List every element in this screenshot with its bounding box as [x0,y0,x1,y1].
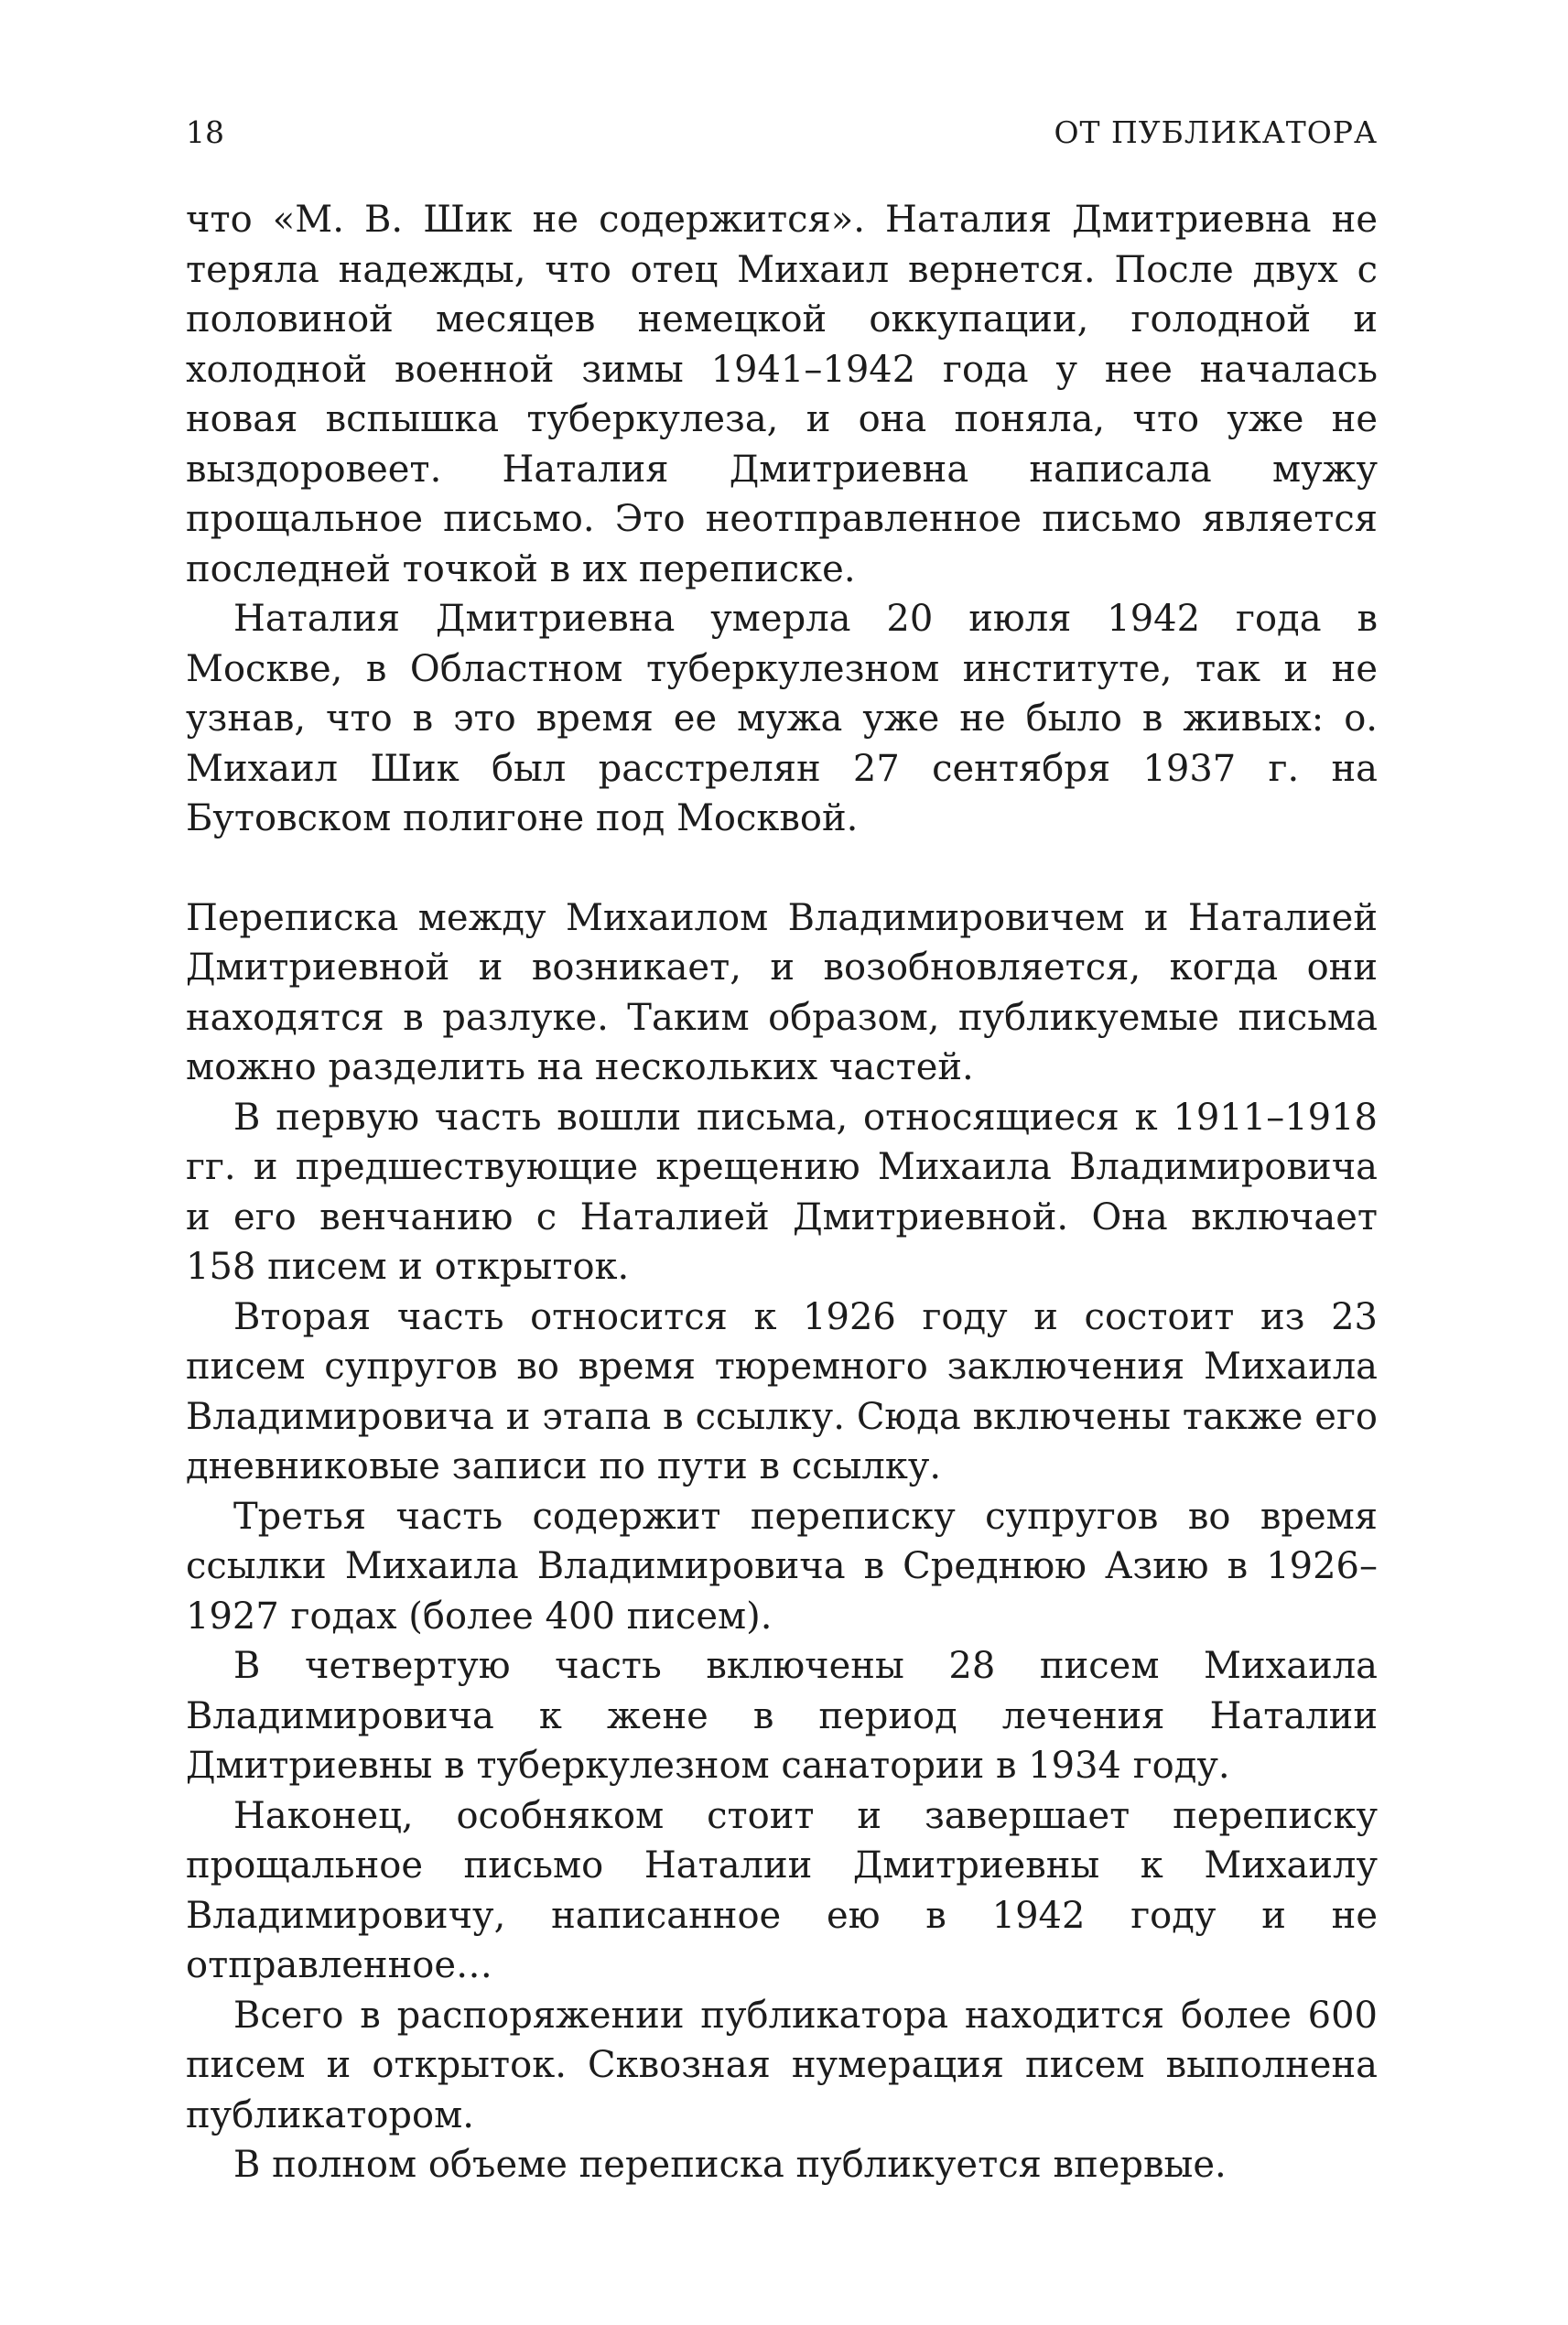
paragraph: В полном объеме переписка публикуется впервые. [233,2144,1227,2186]
paragraph: В первую часть вошли письма, относящиеся к 1911–1918 гг. и предшествующие крещению Михаила Владимировича и его венчанию с Наталией Дмитриевной. Она включает 158 писем и открыток. [186,1096,1378,1288]
page-number: 18 [186,114,224,150]
book-page [186,114,1378,2190]
paragraph: Наконец, особняком стоит и завершает переписку прощальное письмо Наталии Дмитриевны к Михаилу Владимировичу, написанное ею в 1942 году и не отправленное… [186,1794,1378,1986]
section-break [186,844,1378,893]
paragraph: Третья часть содержит переписку супругов во время ссылки Михаила Владимировича в Среднюю Азию в 1926–1927 годах (более 400 писем). [186,1495,1378,1638]
paragraph: Наталия Дмитриевна умерла 20 июля 1942 года в Москве, в Областном туберкулезном институте, так и не узнав, что в это время ее мужа уже не было в живых: о. Михаил Шик был расстрелян 27 сентября 1937 г. на Бутовском полигоне под Москвой. [186,598,1378,839]
running-head [186,114,1378,151]
paragraph: Переписка между Михаилом Владимировичем и Наталией Дмитриевной и возникает, и возобновляется, когда они находятся в разлуке. Таким образом, публикуемые письма можно разделить на нескольких частей. [186,896,1378,1088]
paragraph: В четвертую часть включены 28 писем Михаила Владимировича к жене в период лечения Наталии Дмитриевны в туберкулезном санатории в 1934 году. [186,1645,1378,1787]
paragraph: Всего в распоряжении публикатора находится более 600 писем и открыток. Сквозная нумерация писем выполнена публикатором. [186,1994,1378,2136]
paragraph: Вторая часть относится к 1926 году и состоит из 23 писем супругов во время тюремного заключения Михаила Владимировича и этапа в ссылку. Сюда включены также его дневниковые записи по пути в ссылку. [186,1295,1378,1487]
body-text [186,195,1378,2190]
paragraph: что «М. В. Шик не содержится». Наталия Дмитриевна не теряла надежды, что отец Михаил вернется. После двух с половиной месяцев немецкой оккупации, голодной и холодной военной зимы 1941–1942 года у нее началась новая вспышка туберкулеза, и она поняла, что уже не выздоровеет. Наталия Дмитриевна написала мужу прощальное письмо. Это неотправленное письмо является последней точкой в их переписке. [186,199,1378,590]
running-title: ОТ ПУБЛИКАТОРА [1054,114,1378,150]
